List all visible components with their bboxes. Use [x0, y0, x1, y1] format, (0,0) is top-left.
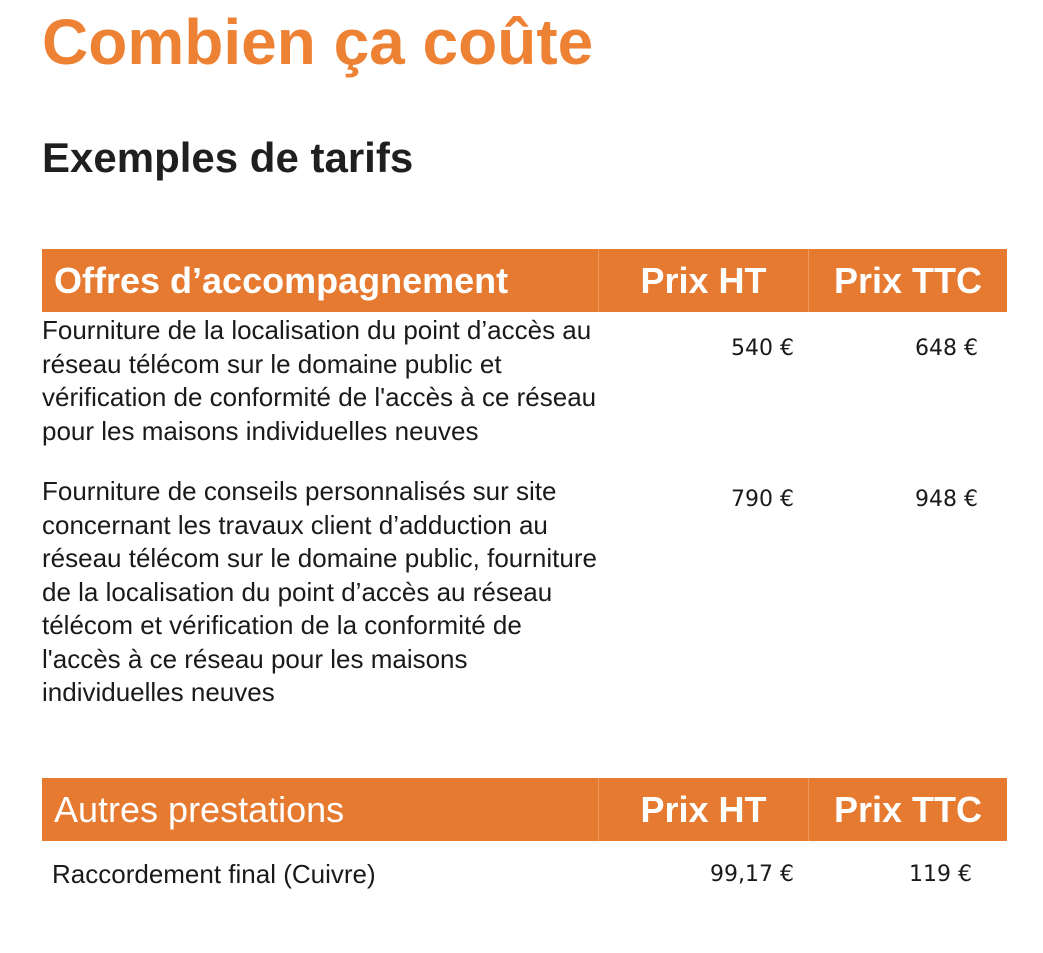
autres-header-prix-ttc: Prix TTC [833, 788, 983, 830]
row-description: Fourniture de conseils personnalisés sur site concernant les travaux client d’adduction au réseau télécom sur le domaine public, fourniture de la localisation du point d’accès au réseau télécom et vérification de la conformité de l'accès à ce réseau pour les maisons individuelles neuves [42, 476, 597, 707]
autres-header-label: Autres prestations [42, 778, 599, 841]
row-prix-ttc: 119 € [909, 862, 972, 887]
row-prix-ht: 790 € [731, 487, 794, 512]
row-description: Raccordement final (Cuivre) [52, 859, 376, 889]
row-description: Fourniture de la localisation du point d’accès au réseau télécom sur le domaine public et vérification de conformité de l'accès à ce réseau pour les maisons individuelles neuves [42, 315, 597, 446]
row-prix-ht: 540 € [731, 336, 794, 361]
table-row [42, 475, 1007, 710]
page-title: Combien ça coûte [42, 6, 594, 78]
accompagnement-header [42, 249, 1007, 312]
accompagnement-header-prix-ttc: Prix TTC [833, 259, 983, 301]
autres-prestations-table [42, 778, 1007, 892]
accompagnement-table [42, 249, 1007, 710]
row-prix-ttc: 948 € [915, 487, 978, 512]
table-row [42, 858, 1007, 892]
table-row [42, 314, 1007, 448]
autres-header-prix-ht: Prix HT [599, 778, 809, 841]
page-subtitle: Exemples de tarifs [42, 134, 414, 181]
accompagnement-header-prix-ht: Prix HT [599, 249, 809, 312]
accompagnement-header-label: Offres d’accompagnement [42, 249, 599, 312]
row-prix-ttc: 648 € [915, 336, 978, 361]
row-prix-ht: 99,17 € [710, 862, 794, 887]
autres-header [42, 778, 1007, 841]
